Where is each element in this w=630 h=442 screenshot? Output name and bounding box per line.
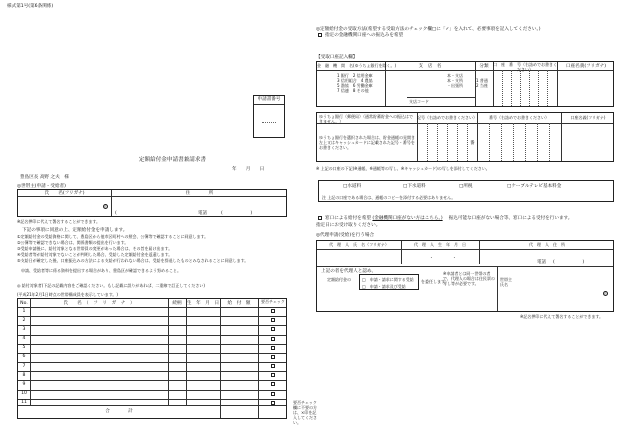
total-label: 合 計 <box>105 409 133 415</box>
agent-birth-dots: ・ ・ <box>429 256 457 261</box>
window-option-note: 振込可能な口座がない場合等、窓口による受付を行います。 <box>444 216 573 221</box>
agent-relation: ※申請者とは同一世帯の者で、代理人の場合は住民票の写し等が必要です。 <box>443 271 495 286</box>
yucho-number: 番号（右詰めでお書きください） <box>489 115 549 120</box>
col-birth: 生 年 月 日 <box>186 301 220 306</box>
pledge-item-6: 申請、受給者等に係る資料を提出する場合があり、豊島区が確認できるよう努めること。 <box>17 268 181 273</box>
window-option-text: 窓口による給付を希望 <box>325 216 371 221</box>
row-check-checkbox[interactable] <box>271 392 275 396</box>
applicant-name-header: 氏 名(フリガナ) <box>44 191 85 196</box>
sign-note: ※記名押印に代えて署名することができます。 <box>17 219 101 224</box>
window-option-label <box>325 216 572 222</box>
pledge-text: 下記の事項に同意の上、定額給付金を申請します。 <box>22 228 128 233</box>
applicant-table <box>17 189 287 217</box>
yucho-table <box>316 112 614 162</box>
row-number: 7 <box>22 363 26 369</box>
account-types: 1 普通 2 当座 <box>476 78 488 88</box>
stamp-box <box>253 95 285 138</box>
attach-option-1[interactable]: □水道料 <box>343 184 362 189</box>
transfer-option-checkbox[interactable] <box>318 33 322 37</box>
hdr-type: 分類 <box>479 64 489 69</box>
agent-seal-icon: 印 <box>604 292 608 296</box>
table-row-divider <box>18 353 286 354</box>
receipt-method-line: ◎定額給付金の受取方法(希望する受取方法のチェック欄□に「✓」を入れて、必要事項を記入してください。) <box>316 27 541 32</box>
table-row-divider <box>18 390 286 391</box>
agent-name-header: 代 理 人 氏 名（フリガナ） <box>329 242 389 247</box>
agent-birth-header: 代 理 人 生 年 月 日 <box>414 242 466 247</box>
transfer-option-label: 指定の金融機関口座への振込みを希望 <box>325 33 404 38</box>
page-title: 定額給付金申請書兼請求書 <box>138 157 207 163</box>
agent-reason: を委任します。 <box>421 279 449 284</box>
table-row-divider <box>18 325 286 326</box>
row-check-checkbox[interactable] <box>271 346 275 350</box>
seal-icon: 印 <box>104 205 108 209</box>
date-label: 年 月 日 <box>232 167 265 172</box>
branch-types: 本・支店 本・支所 ・出張所 <box>447 73 463 88</box>
row-number: 1 <box>22 308 26 314</box>
agent-address-header: 代 理 人 住 所 <box>529 242 565 247</box>
yucho-note: ゆうちょ銀行を選択された場合は、貯金通帳の見開き左上又はキャッシュカードに記載された記号・番号をお書きください。 <box>319 135 415 150</box>
row-check-checkbox[interactable] <box>271 364 275 368</box>
bank-section-label: 【受取口座記入欄】 <box>316 55 358 60</box>
window-option-sub: 指定日にお受け取りください。 <box>316 223 381 228</box>
table-row-divider <box>18 316 286 317</box>
attach-option-4[interactable]: □ケーブルテレビ基本料金 <box>507 184 562 189</box>
stamp-label: 申請書番号 <box>257 97 281 102</box>
hdr-holder: 口座名義(フリガナ) <box>565 64 607 69</box>
attach-option-2[interactable]: □下水道料 <box>403 184 426 189</box>
members-table <box>17 298 287 419</box>
agent-seal-title: 世帯主氏名 <box>500 277 512 287</box>
row-check-checkbox[interactable] <box>271 355 275 359</box>
row-number: 9 <box>22 381 26 387</box>
pledge-item-1: ①定額給付金の受給資格に関して、豊島区から他市区町村への照会、公簿等で確認することに同意します。 <box>17 234 209 239</box>
applicant-section-label: ◎世帯主(申請・受給者) <box>17 184 66 189</box>
col-amount: 給 付 額 <box>227 301 251 306</box>
pledge-item-3: ③受給申請後に、給付対象となる世帯員の変更があった場合は、その旨を届け出ます。 <box>17 246 173 251</box>
agent-phone-label: 電話 <box>537 260 547 265</box>
row-number: 2 <box>22 317 26 323</box>
row-number: 11 <box>21 400 27 406</box>
agent-options-box <box>359 274 419 290</box>
row-check-checkbox[interactable] <box>271 373 275 377</box>
pledge-item-2: ②公簿等で確認できない場合は、関係書類の提出を行います。 <box>17 240 129 245</box>
bank-table <box>316 61 614 107</box>
bank-types: 1 銀行 2 信用金庫 3 信用組合 4 農協 5 漁協 6 労働金庫 7 信連 8 その他 <box>337 73 373 93</box>
row-number: 10 <box>21 391 27 397</box>
agent-section-label: ◎代理申請(受給)を行う場合 <box>316 233 375 238</box>
row-number: 6 <box>22 354 26 360</box>
col-name: 氏 名 （ フ リ ガ ナ ） <box>63 301 135 306</box>
agent-statement: 上記の者を代理人と認め、 <box>321 269 376 274</box>
yucho-holder: 口座名義(フリガナ) <box>570 115 606 120</box>
attach-footer: 注 上記の口座である場合は、通帳のコピーを添付する必要はありません。 <box>322 195 456 200</box>
col-check: 要否チェック <box>261 299 285 304</box>
hdr-branch: 支 店 名 <box>418 64 442 69</box>
row-check-checkbox[interactable] <box>271 382 275 386</box>
col-relation: 続柄 <box>172 301 182 306</box>
row-number: 3 <box>22 326 26 332</box>
form-id: 様式第1号(第6条関係) <box>7 4 54 9</box>
agent-phone-parens: ( ) <box>553 260 585 265</box>
member-note-1: ◎ 給付対象者(下記の記載内容をご確認ください。もし記載に誤りがあれば、二重線で訂正してください) <box>17 283 205 288</box>
pledge-item-5: ⑤支給日が確定した後、口座振込みの方法による支給が行われない場合は、受給を辞退したものとみなされることに同意します。 <box>17 258 249 263</box>
row-number: 5 <box>22 345 26 351</box>
branch-code-label: 支店コード <box>409 99 429 104</box>
attach-option-3[interactable]: □所税 <box>459 184 473 189</box>
table-row-divider <box>18 399 286 400</box>
yucho-symbol: 記号（右詰めでお書きください） <box>417 115 477 120</box>
hdr-account: 口 座 番 号（右詰めでお書きください） <box>493 62 557 72</box>
row-check-checkbox[interactable] <box>271 309 275 313</box>
row-number: 4 <box>22 336 26 342</box>
row-check-checkbox[interactable] <box>271 401 275 405</box>
table-row-divider <box>18 335 286 336</box>
window-option-note-underlined: (金融機関口座がない方はこちら。) <box>372 216 443 221</box>
yucho-no-mark: 番 <box>470 141 475 146</box>
side-note: 要否チェック欄に不要の方は、×印を記入してください。 <box>293 400 317 425</box>
pledge-item-4: ④受給者等が給付対象でないことが判明した場合、受給した定額給付金を返還します。 <box>17 252 173 257</box>
yucho-label: ゆうちょ銀行（郵便局）（通常貯蓄貯金への振込はできません。） <box>319 114 413 124</box>
agent-table <box>316 240 614 312</box>
agent-option-1[interactable]: □ 申請・請求に関する受給 <box>362 277 414 282</box>
agent-seal-label: 定額給付金の <box>327 277 351 282</box>
phone-parens: ( ) <box>221 211 253 216</box>
attachments-box <box>318 180 614 202</box>
addressee: 豊島区長 高野 之夫 様 <box>20 175 69 180</box>
member-note-2: (平成21年2月1日時点の世帯構成員を表示しています。) <box>17 292 118 297</box>
agent-option-2[interactable]: □ 申請・請求及び受給 <box>362 284 406 289</box>
window-option-checkbox[interactable] <box>318 216 322 220</box>
row-check-checkbox[interactable] <box>271 337 275 341</box>
table-row-divider <box>18 362 286 363</box>
table-row-divider <box>18 344 286 345</box>
upper-note: ※ 上記の口座の下記(※通帳、※通帳等の写し、※キャッシュカード)の写しを添付してください。 <box>316 166 490 171</box>
table-row-divider <box>18 380 286 381</box>
row-check-checkbox[interactable] <box>271 318 275 322</box>
agent-footnote: ※記名押印に代えて署名することができます。 <box>520 314 604 319</box>
col-no: No. <box>20 301 28 306</box>
table-row-divider <box>18 371 286 372</box>
applicant-address-header: 住 所 <box>185 191 214 196</box>
address-parens: ( <box>115 211 117 216</box>
row-check-checkbox[interactable] <box>271 327 275 331</box>
hdr-bank: 金 融 機 関 名(ゆうちょ銀行を除く。) <box>317 63 397 68</box>
applicant-phone-label: 電話 <box>198 211 208 216</box>
row-number: 8 <box>22 372 26 378</box>
